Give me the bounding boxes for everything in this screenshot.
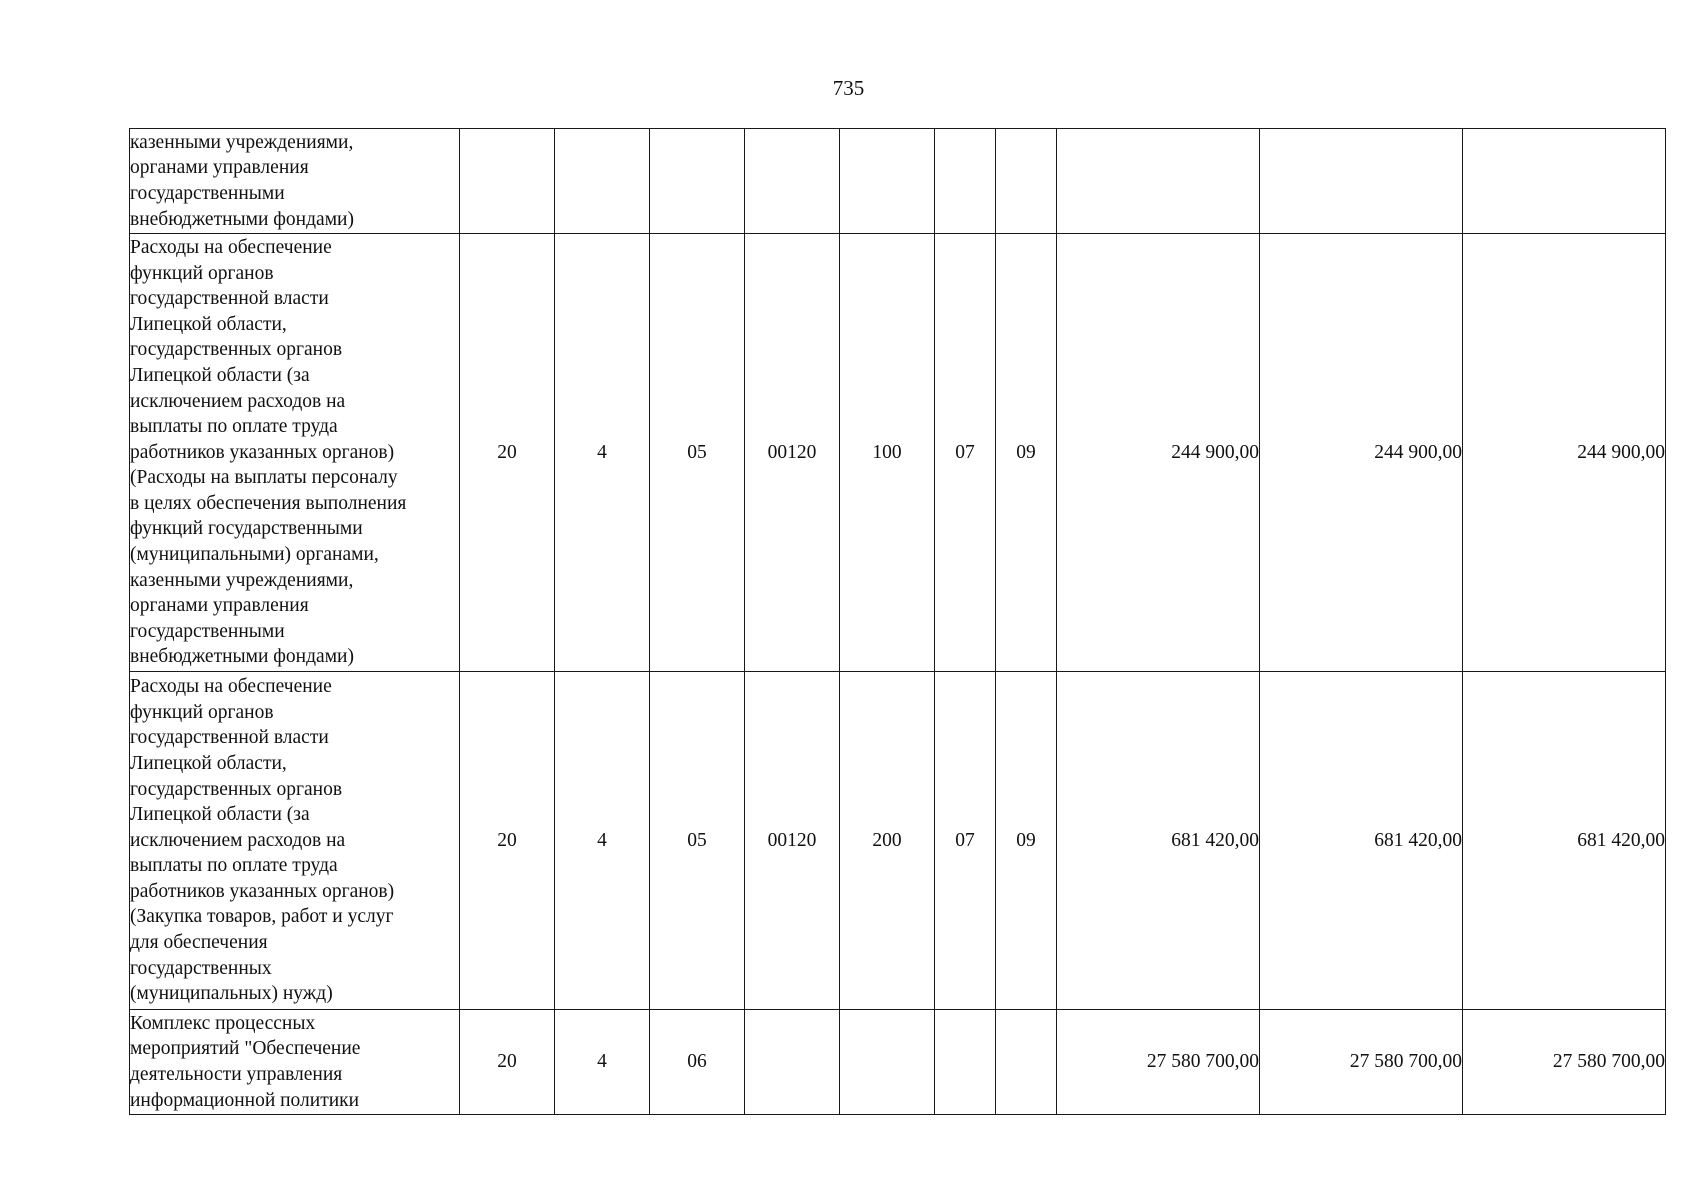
amount-cell: 681 420,00 <box>1260 672 1463 1010</box>
table-row <box>130 1010 1666 1115</box>
code-cell <box>650 129 745 234</box>
code-cell: 00120 <box>745 672 840 1010</box>
table-row <box>130 234 1666 672</box>
code-cell: 07 <box>935 672 996 1010</box>
code-cell: 00120 <box>745 234 840 672</box>
row-description: Расходы на обеспечение функций органов государственной власти Липецкой области, государственных органов Липецкой области (за исключением расходов на выплаты по оплате труда работников указанных органов) (Расходы на выплаты персоналу в целях обеспечения выполнения функций государственными (муниципальными) органами, казенными учреждениями, органами управления государственными внебюджетными фондами) <box>130 234 460 672</box>
amount-cell: 244 900,00 <box>1057 234 1260 672</box>
code-cell: 20 <box>460 1010 555 1115</box>
code-cell <box>935 1010 996 1115</box>
row-description: Расходы на обеспечение функций органов государственной власти Липецкой области, государственных органов Липецкой области (за исключением расходов на выплаты по оплате труда работников указанных органов) (Закупка товаров, работ и услуг для обеспечения государственных (муниципальных) нужд) <box>130 672 460 1010</box>
amount-cell: 27 580 700,00 <box>1463 1010 1666 1115</box>
amount-cell: 27 580 700,00 <box>1057 1010 1260 1115</box>
code-cell <box>555 129 650 234</box>
code-cell: 07 <box>935 234 996 672</box>
code-cell: 09 <box>996 234 1057 672</box>
code-cell: 06 <box>650 1010 745 1115</box>
table-row <box>130 672 1666 1010</box>
page-number: 735 <box>832 76 865 100</box>
code-cell <box>996 129 1057 234</box>
code-cell <box>745 129 840 234</box>
amount-cell: 244 900,00 <box>1463 234 1666 672</box>
budget-table <box>129 128 1666 1115</box>
code-cell: 09 <box>996 672 1057 1010</box>
amount-cell <box>1463 129 1666 234</box>
code-cell <box>996 1010 1057 1115</box>
code-cell: 4 <box>555 672 650 1010</box>
row-description: казенными учреждениями, органами управления государственными внебюджетными фондами) <box>130 129 460 234</box>
amount-cell <box>1057 129 1260 234</box>
code-cell <box>840 129 935 234</box>
code-cell <box>460 129 555 234</box>
code-cell: 05 <box>650 234 745 672</box>
code-cell <box>935 129 996 234</box>
amount-cell <box>1260 129 1463 234</box>
code-cell <box>840 1010 935 1115</box>
code-cell <box>745 1010 840 1115</box>
amount-cell: 244 900,00 <box>1260 234 1463 672</box>
amount-cell: 27 580 700,00 <box>1260 1010 1463 1115</box>
amount-cell: 681 420,00 <box>1463 672 1666 1010</box>
code-cell: 4 <box>555 1010 650 1115</box>
code-cell: 20 <box>460 234 555 672</box>
code-cell: 20 <box>460 672 555 1010</box>
table-row <box>130 129 1666 234</box>
row-description: Комплекс процессных мероприятий "Обеспечение деятельности управления информационной политики <box>130 1010 460 1115</box>
amount-cell: 681 420,00 <box>1057 672 1260 1010</box>
code-cell: 200 <box>840 672 935 1010</box>
code-cell: 4 <box>555 234 650 672</box>
code-cell: 05 <box>650 672 745 1010</box>
code-cell: 100 <box>840 234 935 672</box>
